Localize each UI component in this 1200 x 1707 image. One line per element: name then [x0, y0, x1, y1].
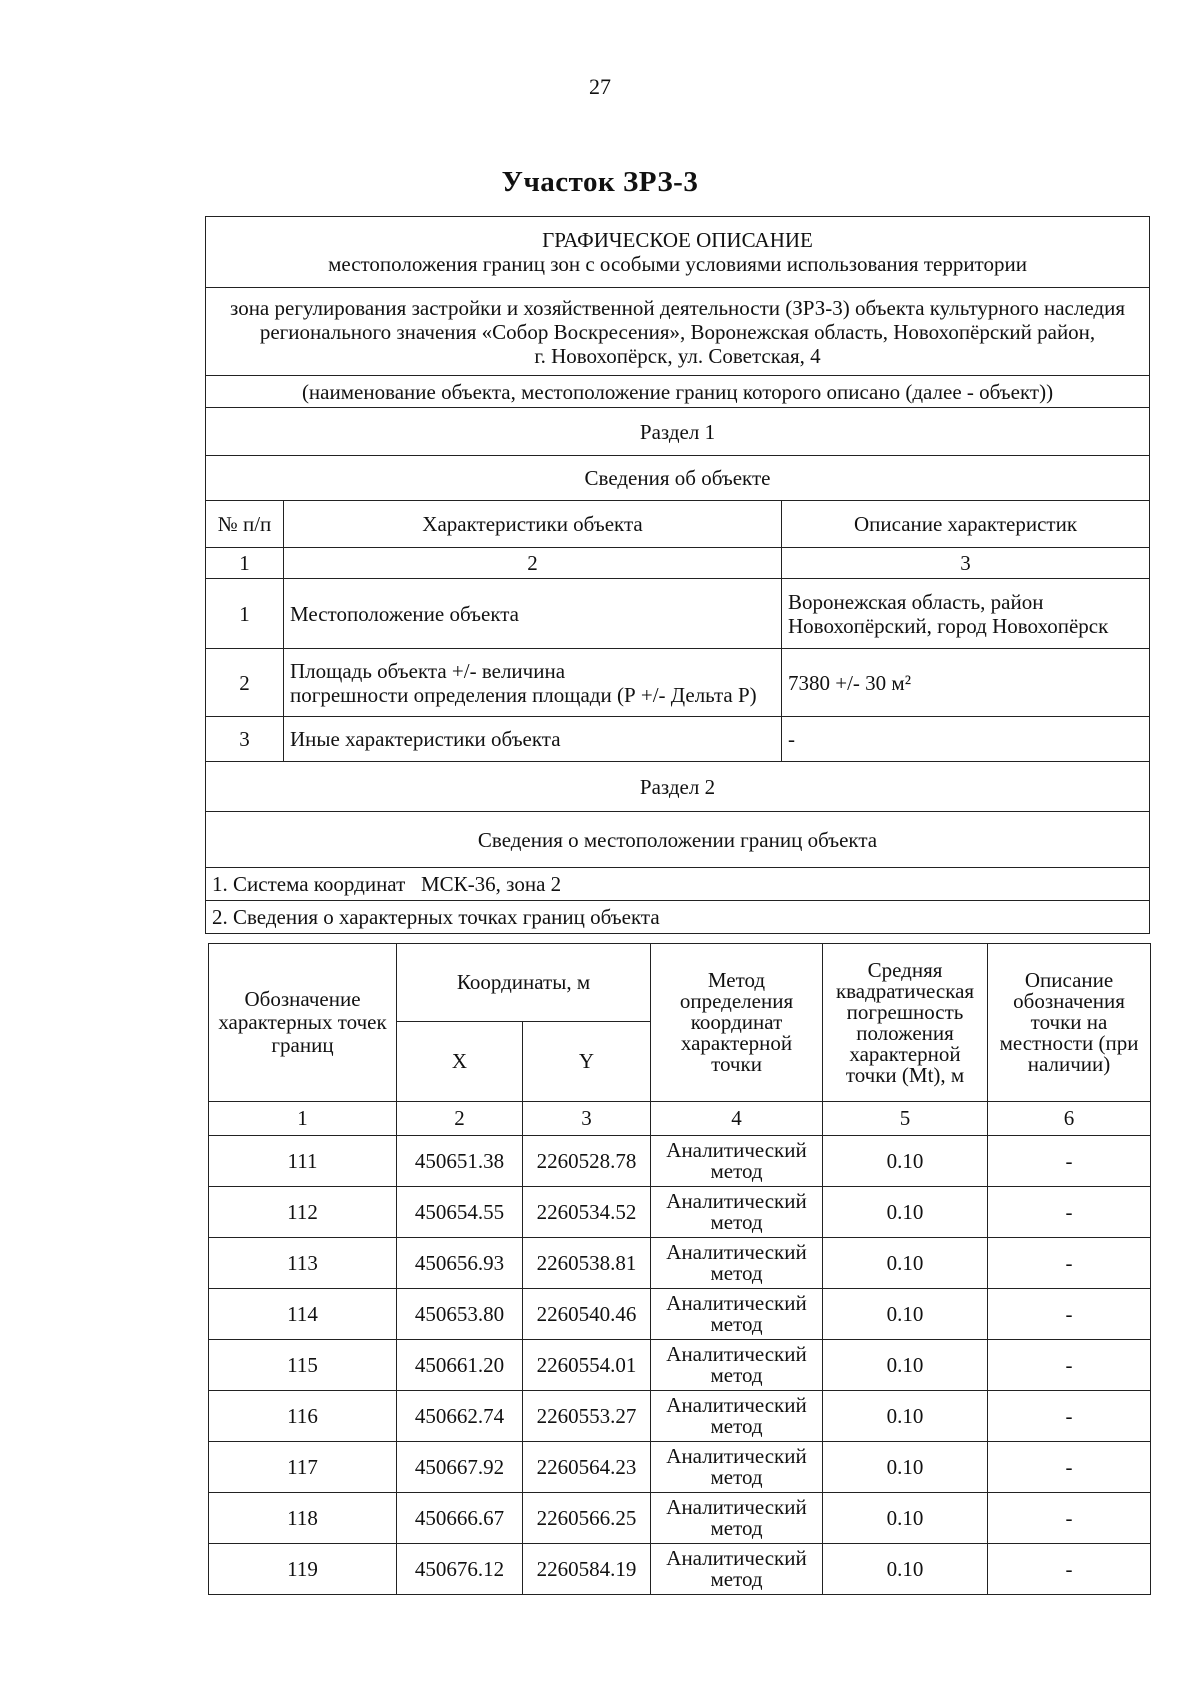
- point-y: 2260566.25: [523, 1493, 651, 1544]
- column-header: Описание характеристик: [782, 501, 1150, 548]
- header-line: характерной: [849, 1041, 961, 1066]
- point-description: -: [988, 1391, 1151, 1442]
- header-line: местности (при: [999, 1031, 1139, 1055]
- point-method-line: метод: [710, 1414, 763, 1438]
- section1-subtitle: Сведения об объекте: [206, 456, 1150, 501]
- object-name-line: г. Новохопёрск, ул. Советская, 4: [534, 343, 821, 368]
- header-line: квадратическая: [835, 978, 975, 1003]
- point-description: -: [988, 1187, 1151, 1238]
- header-line: Обозначение: [244, 987, 361, 1011]
- column-number: 3: [782, 548, 1150, 579]
- point-description: -: [988, 1442, 1151, 1493]
- row-number: 1: [206, 579, 284, 649]
- point-method-line: метод: [710, 1363, 763, 1387]
- designation-header: [209, 944, 397, 1102]
- point-y: 2260553.27: [523, 1391, 651, 1442]
- column-number: 5: [823, 1102, 988, 1136]
- point-method-line: метод: [710, 1261, 763, 1285]
- point-method: [651, 1340, 823, 1391]
- point-method-line: Аналитический: [666, 1495, 807, 1519]
- header-line: положения: [856, 1020, 954, 1045]
- row-number: 2: [206, 649, 284, 717]
- table-row: [209, 1544, 1151, 1595]
- point-method-line: Аналитический: [666, 1393, 807, 1417]
- column-header: № п/п: [206, 501, 284, 548]
- section1-title-row: [206, 408, 1150, 456]
- point-method-line: метод: [710, 1465, 763, 1489]
- section2-title: Раздел 2: [206, 762, 1150, 812]
- point-x: 450653.80: [397, 1289, 523, 1340]
- point-mt: 0.10: [823, 1391, 988, 1442]
- characteristic-value: 7380 +/- 30 м²: [782, 649, 1150, 717]
- point-mt: 0.10: [823, 1238, 988, 1289]
- point-mt: 0.10: [823, 1340, 988, 1391]
- header-line: границ: [271, 1033, 334, 1057]
- point-method-line: Аналитический: [666, 1291, 807, 1315]
- point-method: [651, 1544, 823, 1595]
- point-method: [651, 1136, 823, 1187]
- section2-title-row: [206, 762, 1150, 812]
- page-number: 27: [589, 74, 611, 99]
- x-header: X: [397, 1022, 523, 1102]
- object-name-line: зона регулирования застройки и хозяйственной деятельности (ЗРЗ-3) объекта культурного наследия: [230, 295, 1125, 320]
- header-line: точки (Mt), м: [845, 1062, 965, 1087]
- coord-system: 1. Система координат МСК-36, зона 2: [206, 868, 1150, 901]
- column-number: 3: [523, 1102, 651, 1136]
- point-method-line: метод: [710, 1312, 763, 1336]
- section1-title: Раздел 1: [206, 408, 1150, 456]
- table-row: [209, 1493, 1151, 1544]
- column-number: 1: [209, 1102, 397, 1136]
- section1-header-row: [206, 501, 1150, 548]
- point-method: [651, 1493, 823, 1544]
- coordinates-header: Координаты, м: [397, 944, 651, 1022]
- point-y: 2260528.78: [523, 1136, 651, 1187]
- table-row: [209, 1391, 1151, 1442]
- error-header: [823, 944, 988, 1102]
- point-y: 2260584.19: [523, 1544, 651, 1595]
- header-line: Описание: [1024, 968, 1114, 992]
- point-x: 450661.20: [397, 1340, 523, 1391]
- header-cell: [206, 217, 1150, 288]
- boundary-points-table: [208, 943, 1151, 1595]
- point-method-line: метод: [710, 1159, 763, 1183]
- point-method-line: Аналитический: [666, 1342, 807, 1366]
- point-description: -: [988, 1136, 1151, 1187]
- header-line: погрешность: [846, 999, 964, 1024]
- point-id: 115: [209, 1340, 397, 1391]
- section1-subtitle-row: [206, 456, 1150, 501]
- column-number: 1: [206, 548, 284, 579]
- point-id: 111: [209, 1136, 397, 1187]
- table-row: [206, 649, 1150, 717]
- point-id: 119: [209, 1544, 397, 1595]
- point-mt: 0.10: [823, 1442, 988, 1493]
- graphic-description-table: [205, 216, 1150, 934]
- point-x: 450667.92: [397, 1442, 523, 1493]
- header-line: характерной: [680, 1031, 793, 1055]
- point-description: -: [988, 1289, 1151, 1340]
- point-id: 112: [209, 1187, 397, 1238]
- point-method-line: Аналитический: [666, 1138, 807, 1162]
- table-row: [209, 1289, 1151, 1340]
- point-mt: 0.10: [823, 1544, 988, 1595]
- point-method-line: метод: [710, 1210, 763, 1234]
- description-header: [988, 944, 1151, 1102]
- header-caption: ГРАФИЧЕСКОЕ ОПИСАНИЕ: [542, 228, 813, 252]
- header-subcaption: местоположения границ зон с особыми условиями использования территории: [328, 252, 1027, 276]
- section2-subtitle-row: [206, 812, 1150, 868]
- header-row: [206, 217, 1150, 288]
- point-method-line: Аналитический: [666, 1189, 807, 1213]
- column-number: 6: [988, 1102, 1151, 1136]
- method-header: [651, 944, 823, 1102]
- object-note-row: [206, 376, 1150, 408]
- header-line: характерных точек: [218, 1010, 387, 1034]
- point-mt: 0.10: [823, 1289, 988, 1340]
- table-row: [206, 717, 1150, 762]
- point-x: 450662.74: [397, 1391, 523, 1442]
- header-line: координат: [690, 1010, 783, 1034]
- point-description: -: [988, 1340, 1151, 1391]
- point-method-line: Аналитический: [666, 1444, 807, 1468]
- point-id: 113: [209, 1238, 397, 1289]
- point-x: 450654.55: [397, 1187, 523, 1238]
- point-y: 2260538.81: [523, 1238, 651, 1289]
- point-mt: 0.10: [823, 1493, 988, 1544]
- characteristic-name: Местоположение объекта: [284, 579, 782, 649]
- point-id: 118: [209, 1493, 397, 1544]
- object-name-row: [206, 288, 1150, 376]
- point-x: 450656.93: [397, 1238, 523, 1289]
- column-header: Характеристики объекта: [284, 501, 782, 548]
- table-row: [209, 1187, 1151, 1238]
- section2-subtitle: Сведения о местоположении границ объекта: [206, 812, 1150, 868]
- y-header: Y: [523, 1022, 651, 1102]
- characteristic-value-line: Новохопёрский, город Новохопёрск: [788, 613, 1109, 638]
- point-method: [651, 1238, 823, 1289]
- characteristic-name-line: погрешности определения площади (Р +/- Дельта Р): [290, 682, 757, 707]
- header-line: точки: [711, 1052, 762, 1076]
- point-x: 450676.12: [397, 1544, 523, 1595]
- characteristic-value-line: Воронежская область, район: [788, 589, 1044, 614]
- header-line: Средняя: [867, 957, 943, 982]
- page-title: Участок ЗРЗ-3: [501, 166, 699, 198]
- header-line: обозначения: [1013, 989, 1125, 1013]
- point-method-line: Аналитический: [666, 1240, 807, 1264]
- header-line: наличии): [1027, 1052, 1111, 1076]
- point-id: 117: [209, 1442, 397, 1493]
- point-y: 2260564.23: [523, 1442, 651, 1493]
- characteristic-name: Иные характеристики объекта: [284, 717, 782, 762]
- point-method-line: Аналитический: [666, 1546, 807, 1570]
- characteristic-name-line: Площадь объекта +/- величина: [290, 658, 566, 683]
- section1-colnum-row: [206, 548, 1150, 579]
- points-colnum-row: [209, 1102, 1151, 1136]
- point-description: -: [988, 1238, 1151, 1289]
- point-mt: 0.10: [823, 1187, 988, 1238]
- point-method-line: метод: [710, 1516, 763, 1540]
- column-number: 4: [651, 1102, 823, 1136]
- point-description: -: [988, 1544, 1151, 1595]
- table-row: [209, 1238, 1151, 1289]
- point-description: -: [988, 1493, 1151, 1544]
- characteristic-value: [782, 579, 1150, 649]
- object-name-line: регионального значения «Собор Воскресения», Воронежская область, Новохопёрский район,: [259, 319, 1096, 344]
- point-method: [651, 1442, 823, 1493]
- point-id: 114: [209, 1289, 397, 1340]
- points-header-row: [209, 944, 1151, 1022]
- point-mt: 0.10: [823, 1136, 988, 1187]
- header-line: Метод: [707, 968, 766, 992]
- points-title: 2. Сведения о характерных точках границ объекта: [206, 901, 1150, 934]
- column-number: 2: [284, 548, 782, 579]
- point-method-line: метод: [710, 1567, 763, 1591]
- point-y: 2260534.52: [523, 1187, 651, 1238]
- table-row: [209, 1340, 1151, 1391]
- point-y: 2260554.01: [523, 1340, 651, 1391]
- point-method: [651, 1187, 823, 1238]
- object-name-cell: [206, 288, 1150, 376]
- header-line: точки на: [1030, 1010, 1108, 1034]
- point-method: [651, 1289, 823, 1340]
- characteristic-value: -: [782, 717, 1150, 762]
- table-row: [209, 1136, 1151, 1187]
- column-number: 2: [397, 1102, 523, 1136]
- row-number: 3: [206, 717, 284, 762]
- characteristic-name: [284, 649, 782, 717]
- table-row: [209, 1442, 1151, 1493]
- header-line: определения: [679, 989, 794, 1013]
- points-title-row: [206, 901, 1150, 934]
- point-id: 116: [209, 1391, 397, 1442]
- object-note: (наименование объекта, местоположение границ которого описано (далее - объект)): [206, 376, 1150, 408]
- point-x: 450666.67: [397, 1493, 523, 1544]
- table-row: [206, 579, 1150, 649]
- point-x: 450651.38: [397, 1136, 523, 1187]
- point-method: [651, 1391, 823, 1442]
- coord-system-row: [206, 868, 1150, 901]
- point-y: 2260540.46: [523, 1289, 651, 1340]
